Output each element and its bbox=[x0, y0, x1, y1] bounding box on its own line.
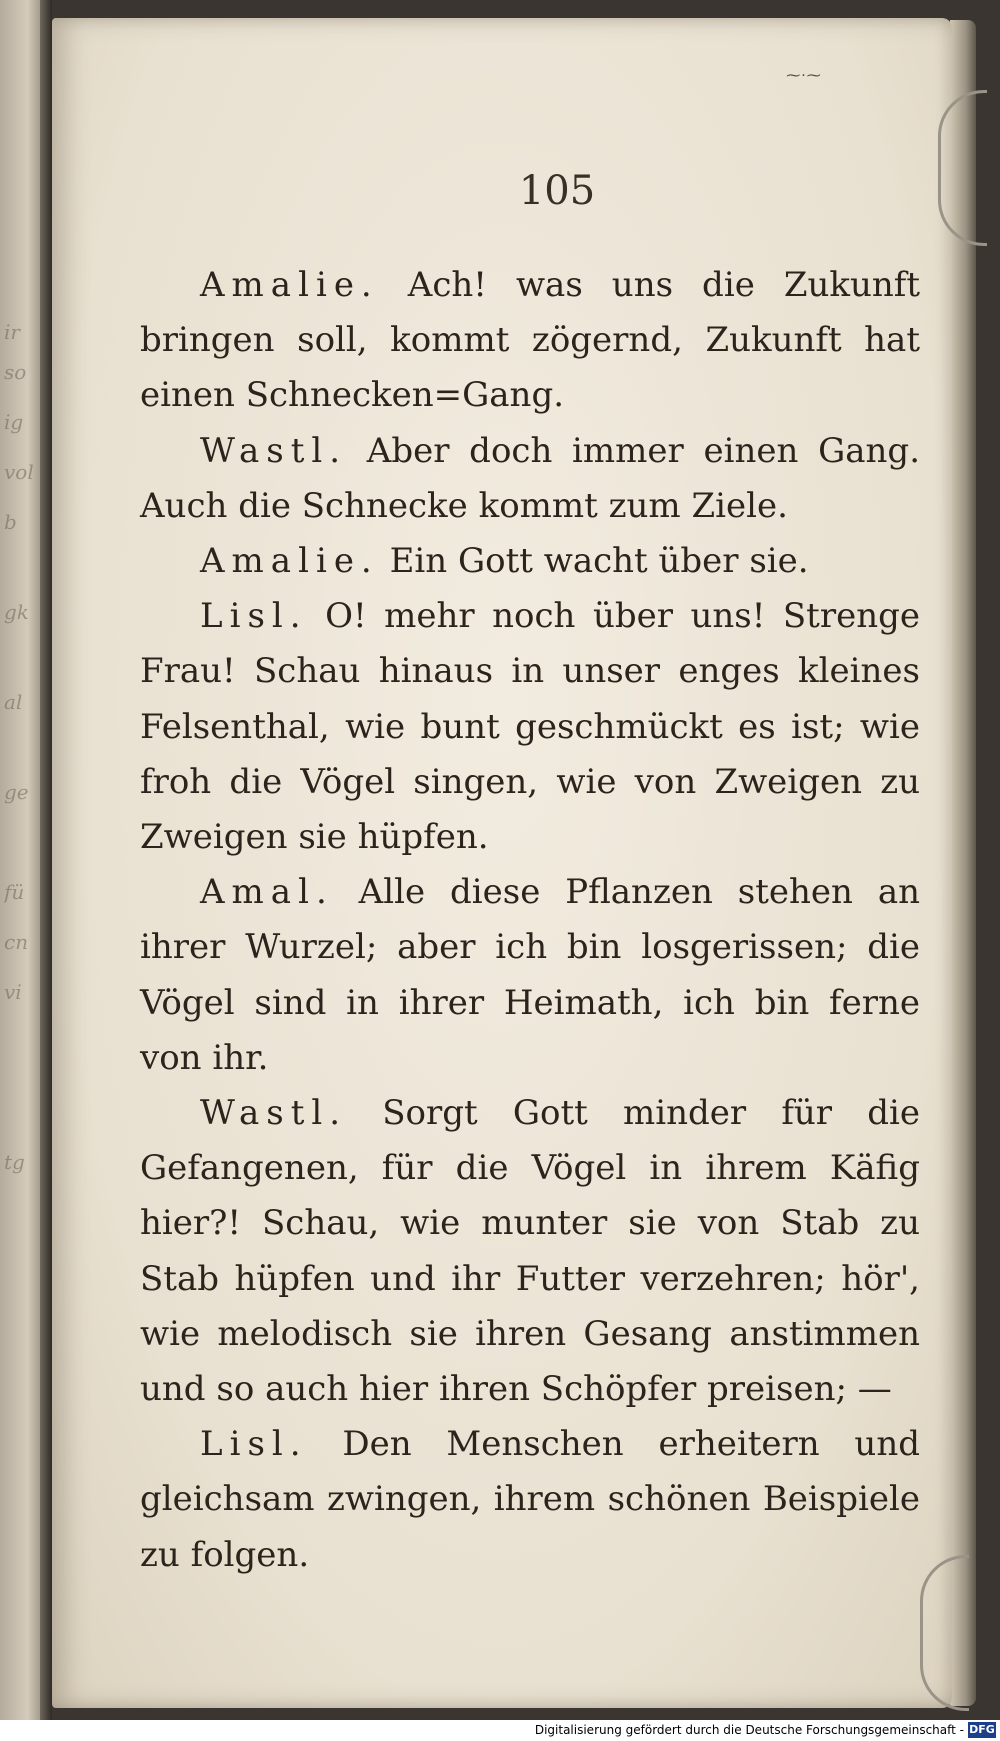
dialogue-text: Ach! was uns die Zukunft bringen soll, kommt zögernd, Zukunft hat einen Schnecken=Gang. bbox=[140, 265, 920, 416]
dialogue-paragraph bbox=[140, 534, 920, 589]
page-number: 105 bbox=[518, 168, 596, 214]
page-edge bbox=[950, 20, 976, 1706]
book-page bbox=[52, 18, 952, 1708]
bleed-through-text: al bbox=[4, 690, 23, 714]
book-gutter bbox=[40, 0, 52, 1720]
bleed-through-text: fü bbox=[4, 880, 25, 904]
dfg-logo-icon: DFG bbox=[969, 1723, 995, 1736]
dialogue-paragraph bbox=[140, 1417, 920, 1583]
bleed-through-text: cn bbox=[4, 930, 29, 954]
speaker-name: Amalie. bbox=[200, 265, 379, 305]
dialogue-text: Aber doch immer einen Gang. Auch die Schnecke kommt zum Ziele. bbox=[140, 430, 921, 526]
dialogue-text: Den Menschen erheitern und gleichsam zwingen, ihrem schönen Beispiele zu folgen. bbox=[140, 1424, 920, 1575]
dialogue-paragraph bbox=[140, 258, 920, 424]
bleed-through-text: gk bbox=[4, 600, 29, 624]
page-text bbox=[140, 258, 920, 1583]
dialogue-text: O! mehr noch über uns! Strenge Frau! Schau hinaus in unser enges kleines Felsenthal, wie bunt geschmückt es ist; wie froh die Vögel singen, wie von Zweigen zu Zweigen sie hüpfen. bbox=[140, 596, 920, 858]
dialogue-text: Alle diese Pflanzen stehen an ihrer Wurzel; aber ich bin losgerissen; die Vögel sind in ihrer Heimath, ich bin ferne von ihr. bbox=[140, 872, 920, 1078]
bleed-through-text: vi bbox=[4, 980, 22, 1004]
dialogue-text: Ein Gott wacht über sie. bbox=[389, 541, 809, 582]
speaker-name: Lisl. bbox=[200, 596, 308, 637]
footer-bar bbox=[0, 1720, 1000, 1741]
page-clip-top bbox=[938, 90, 987, 246]
speaker-name: Amal. bbox=[200, 872, 334, 913]
bleed-through-text: ig bbox=[4, 410, 24, 434]
bleed-through-text: ir bbox=[4, 320, 20, 344]
bleed-through-text: so bbox=[4, 360, 27, 384]
dialogue-paragraph bbox=[140, 865, 920, 1086]
bleed-through-text: tg bbox=[4, 1150, 25, 1174]
dialogue-paragraph bbox=[140, 1086, 920, 1417]
speaker-name: Lisl. bbox=[200, 1424, 308, 1465]
speaker-name: Amalie. bbox=[200, 541, 379, 582]
page-ornament: ⁓·⁓ bbox=[786, 68, 822, 84]
funding-credit: Digitalisierung gefördert durch die Deutsche Forschungsgemeinschaft - bbox=[534, 1723, 964, 1737]
bleed-through-text: b bbox=[4, 510, 17, 534]
page-clip-bottom bbox=[920, 1555, 969, 1711]
speaker-name: Wastl. bbox=[200, 1093, 348, 1134]
dialogue-paragraph bbox=[140, 589, 920, 865]
speaker-name: Wastl. bbox=[200, 430, 348, 471]
bleed-through-text: vol bbox=[4, 460, 34, 484]
bleed-through-text: ge bbox=[4, 780, 29, 804]
dialogue-text: Sorgt Gott minder für die Gefangenen, für die Vögel in ihrem Käfig hier?! Schau, wie munter sie von Stab zu Stab hüpfen und ihr Futter verzehren; hör', wie melodisch sie ihren Gesang anstimmen und so auch hier ihren Schöpfer preisen; — bbox=[140, 1093, 920, 1410]
dialogue-paragraph bbox=[140, 424, 920, 534]
